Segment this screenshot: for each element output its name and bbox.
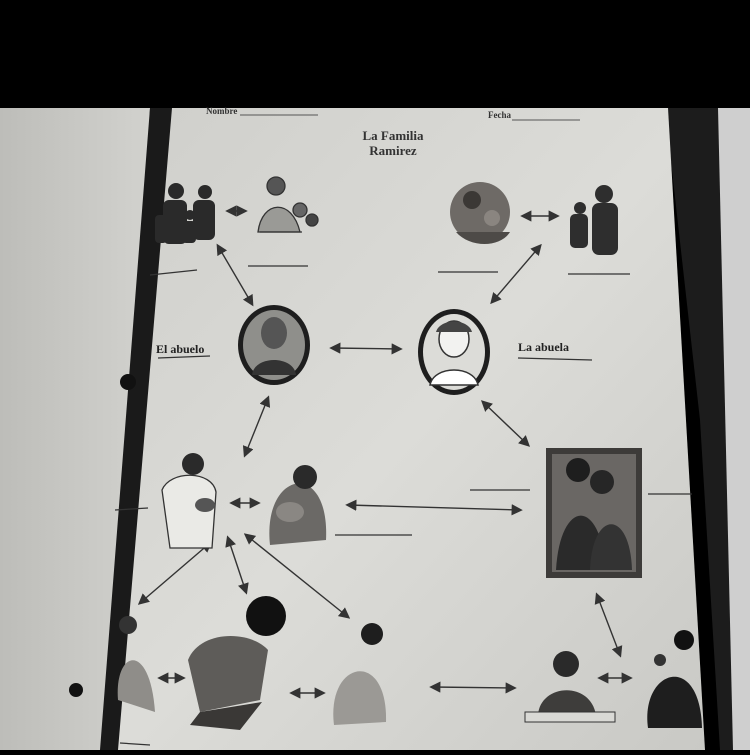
grandmother-label: La abuela	[518, 340, 570, 354]
worksheet-title	[318, 128, 468, 158]
title-line-1: La Familia	[362, 128, 424, 143]
aunt-baby-illustration	[450, 182, 510, 244]
date-field-label: Fecha	[488, 110, 511, 120]
binder-ring	[120, 374, 136, 390]
grandfather-label: El abuelo	[156, 342, 205, 356]
grandfather-portrait	[238, 305, 310, 385]
name-field-label: Nombre	[206, 106, 238, 116]
title-line-2: Ramirez	[369, 143, 417, 158]
aunt-uncle-couple-photo	[546, 448, 642, 578]
binder-ring	[69, 683, 83, 697]
grandmother-portrait	[418, 309, 490, 395]
